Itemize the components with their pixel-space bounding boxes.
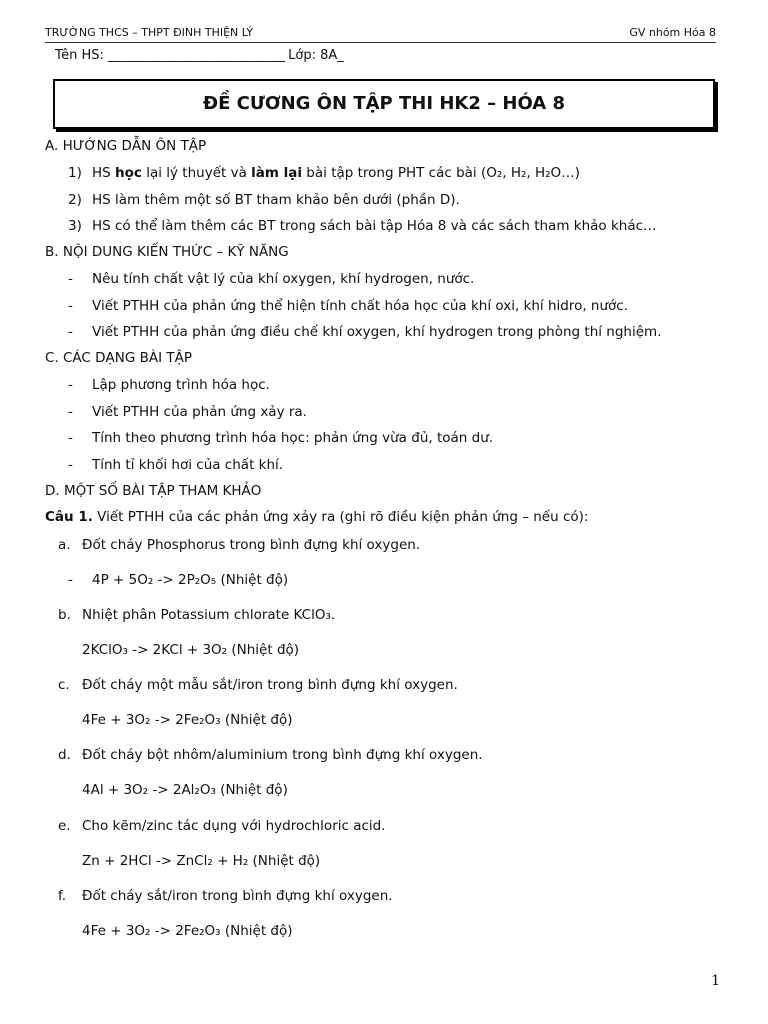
item-text: Nêu tính chất vật lý của khí oxygen, khí hydrogen, nước. xyxy=(92,271,475,287)
sub-text: Đốt cháy một mẫu sắt/iron trong bình đựng khí oxygen. xyxy=(82,677,458,693)
bullet-dash: - xyxy=(68,324,73,340)
section-d-heading: D. MỘT SỐ BÀI TẬP THAM KHẢO xyxy=(45,483,262,499)
question-1 xyxy=(45,509,588,525)
question-label: Câu 1. xyxy=(45,509,93,525)
bullet-dash: - xyxy=(68,404,73,420)
bullet-dash: - xyxy=(68,377,73,393)
page-title: ĐỀ CƯƠNG ÔN TẬP THI HK2 – HÓA 8 xyxy=(202,93,565,114)
sub-label: e. xyxy=(58,818,71,834)
sub-question xyxy=(58,747,483,763)
sub-text: Cho kẽm/zinc tác dụng với hydrochloric acid. xyxy=(82,818,386,834)
item-text: Lập phương trình hóa học. xyxy=(92,377,270,393)
equation xyxy=(68,572,288,588)
bullet-dash: - xyxy=(68,298,73,314)
list-item xyxy=(68,377,270,393)
item-text: HS xyxy=(92,165,116,181)
sub-label: a. xyxy=(58,537,71,553)
item-number: 3) xyxy=(68,218,82,234)
item-text: Tính theo phương trình hóa học: phản ứng vừa đủ, toán dư. xyxy=(92,430,494,446)
item-text: HS có thể làm thêm các BT trong sách bài tập Hóa 8 và các sách tham khảo khác… xyxy=(92,218,657,234)
school-name: TRƯỜNG THCS – THPT ĐINH THIỆN LÝ xyxy=(45,26,254,39)
sub-question xyxy=(58,818,386,834)
bullet-dash: - xyxy=(68,271,73,287)
class-label: Lớp: 8A_ xyxy=(288,48,344,63)
sub-label: f. xyxy=(58,888,67,904)
equation: 4Fe + 3O₂ -> 2Fe₂O₃ (Nhiệt độ) xyxy=(82,923,293,939)
equation: 4Al + 3O₂ -> 2Al₂O₃ (Nhiệt độ) xyxy=(82,782,288,798)
item-text: HS làm thêm một số BT tham khảo bên dưới (phần D). xyxy=(92,192,460,208)
page-header xyxy=(45,24,716,43)
name-blank: ________________________________ xyxy=(108,48,285,63)
sub-label: d. xyxy=(58,747,71,763)
item-bold: làm lại xyxy=(251,165,303,181)
list-item xyxy=(68,218,657,234)
equation: Zn + 2HCl -> ZnCl₂ + H₂ (Nhiệt độ) xyxy=(82,853,321,869)
equation: 2KClO₃ -> 2KCl + 3O₂ (Nhiệt độ) xyxy=(82,642,300,658)
page-number: 1 xyxy=(711,973,720,989)
item-bold: học xyxy=(115,165,142,181)
list-item xyxy=(68,165,580,181)
item-text: Tính tỉ khối hơi của chất khí. xyxy=(92,457,284,473)
sub-label: c. xyxy=(58,677,70,693)
sub-question xyxy=(58,888,393,904)
equation: 4Fe + 3O₂ -> 2Fe₂O₃ (Nhiệt độ) xyxy=(82,712,293,728)
sub-label: b. xyxy=(58,607,71,623)
sub-text: Nhiệt phân Potassium chlorate KClO₃. xyxy=(82,607,336,623)
bullet-dash: - xyxy=(68,457,73,473)
section-b-heading: B. NỘI DUNG KIẾN THỨC – KỸ NĂNG xyxy=(45,244,289,260)
sub-question xyxy=(58,607,335,623)
sub-question xyxy=(58,537,420,553)
item-text: Viết PTHH của phản ứng xảy ra. xyxy=(92,404,307,420)
section-a-heading: A. HƯỚNG DẪN ÔN TẬP xyxy=(45,138,207,154)
list-item xyxy=(68,298,628,314)
student-info xyxy=(55,48,344,63)
bullet-dash: - xyxy=(68,572,73,588)
equation-text: 4P + 5O₂ -> 2P₂O₅ (Nhiệt độ) xyxy=(92,572,289,588)
title-box xyxy=(53,79,715,129)
sub-text: Đốt cháy sắt/iron trong bình đựng khí oxygen. xyxy=(82,888,393,904)
sub-text: Đốt cháy bột nhôm/aluminium trong bình đựng khí oxygen. xyxy=(82,747,483,763)
sub-question xyxy=(58,677,458,693)
list-item xyxy=(68,271,474,287)
question-text: Viết PTHH của các phản ứng xảy ra (ghi rõ điều kiện phản ứng – nếu có): xyxy=(92,509,589,525)
list-item xyxy=(68,324,662,340)
list-item xyxy=(68,457,283,473)
teacher-group: GV nhóm Hóa 8 xyxy=(629,26,716,39)
item-text: lại lý thuyết và xyxy=(141,165,252,181)
item-number: 1) xyxy=(68,165,82,181)
list-item xyxy=(68,430,493,446)
list-item xyxy=(68,404,307,420)
bullet-dash: - xyxy=(68,430,73,446)
sub-text: Đốt cháy Phosphorus trong bình đựng khí oxygen. xyxy=(82,537,421,553)
item-text: bài tập trong PHT các bài (O₂, H₂, H₂O…) xyxy=(302,165,580,181)
name-label: Tên HS: xyxy=(55,48,104,63)
list-item xyxy=(68,192,460,208)
item-text: Viết PTHH của phản ứng điều chế khí oxygen, khí hydrogen trong phòng thí nghiệm. xyxy=(92,324,662,340)
item-number: 2) xyxy=(68,192,82,208)
item-text: Viết PTHH của phản ứng thể hiện tính chất hóa học của khí oxi, khí hidro, nước. xyxy=(92,298,629,314)
section-c-heading: C. CÁC DẠNG BÀI TẬP xyxy=(45,350,193,366)
